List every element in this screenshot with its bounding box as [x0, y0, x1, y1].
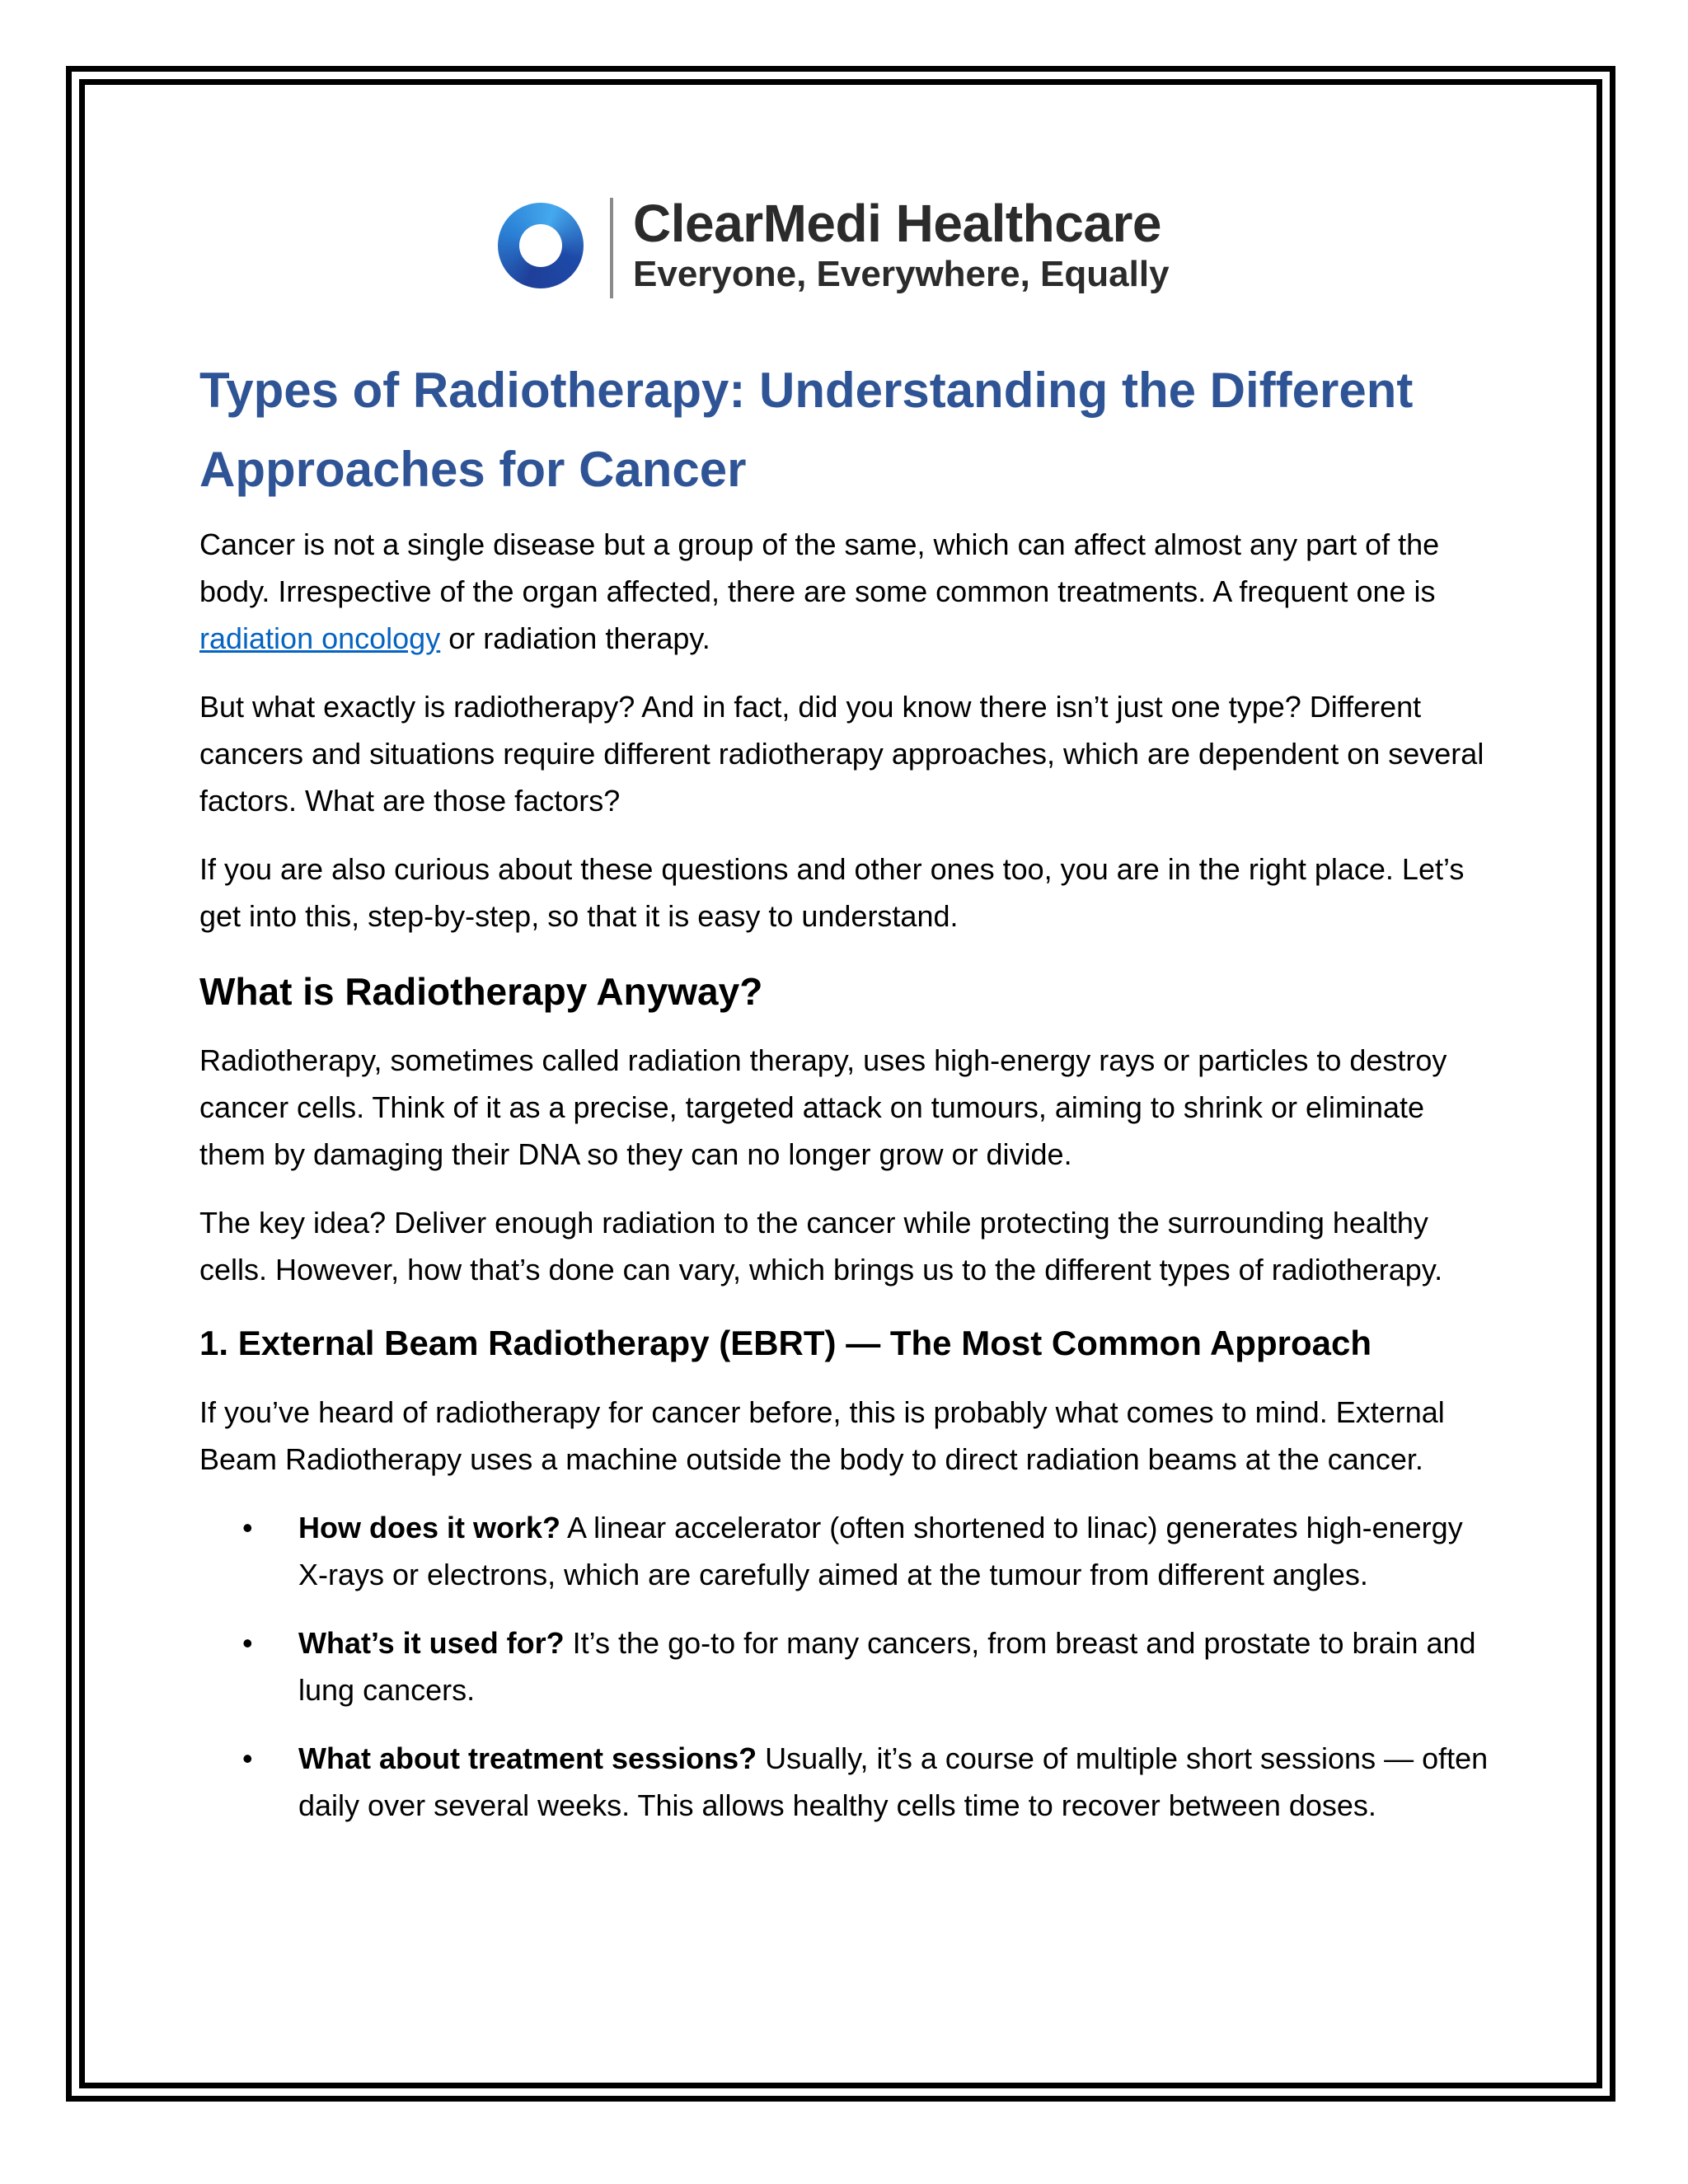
bullet-icon: •: [242, 1626, 253, 1660]
brand-tagline: Everyone, Everywhere, Equally: [633, 254, 1170, 294]
radiation-oncology-link[interactable]: radiation oncology: [199, 621, 441, 655]
list-item-label: What’s it used for?: [298, 1626, 565, 1660]
list-item-text: Usually, it’s a course of multiple short sessions — often daily over several weeks. This allows healthy cells time to recover between doses.: [298, 1741, 1489, 1822]
intro-p1-text-after: or radiation therapy.: [440, 621, 710, 655]
section1-paragraph-1: Radiotherapy, sometimes called radiation therapy, uses high-energy rays or particles to destroy cancer cells. Think of it as a precise, targeted attack on tumours, aiming to shrink or eliminate them by damaging their DNA so they can no longer grow or divide.: [199, 1043, 1447, 1171]
article-body: [199, 351, 1493, 1850]
list-item: [199, 1504, 1493, 1598]
logo-ring-icon: [498, 203, 584, 288]
ebrt-bullet-list: [199, 1504, 1493, 1829]
list-item: [199, 1735, 1493, 1829]
section1-paragraph-2: The key idea? Deliver enough radiation to the cancer while protecting the surrounding healthy cells. However, how that’s done can vary, which brings us to the different types of radiotherapy.: [199, 1206, 1443, 1286]
brand-name: ClearMedi Healthcare: [633, 194, 1161, 253]
list-item: [199, 1619, 1493, 1713]
brand-logo: [495, 194, 1203, 305]
list-item-text: A linear accelerator (often shortened to linac) generates high-energy X-rays or electrons, which are carefully aimed at the tumour from different angles.: [298, 1511, 1463, 1591]
intro-paragraph-2: But what exactly is radiotherapy? And in fact, did you know there isn’t just one type? Different cancers and situations require different radiotherapy approaches, which are dependent on several factors. What are those factors?: [199, 690, 1484, 818]
section-heading-ebrt: 1. External Beam Radiotherapy (EBRT) — The Most Common Approach: [199, 1324, 1372, 1362]
bullet-icon: •: [242, 1741, 253, 1775]
intro-p1-text-before: Cancer is not a single disease but a group of the same, which can affect almost any part of the body. Irrespective of the organ affected, there are some common treatments. A frequent one is: [199, 527, 1440, 608]
intro-paragraph-3: If you are also curious about these questions and other ones too, you are in the right place. Let’s get into this, step-by-step, so that it is easy to understand.: [199, 852, 1465, 933]
list-item-label: What about treatment sessions?: [298, 1741, 757, 1775]
article-title: Types of Radiotherapy: Understanding the Different Approaches for Cancer: [199, 363, 1414, 497]
list-item-text: It’s the go-to for many cancers, from breast and prostate to brain and lung cancers.: [298, 1626, 1476, 1707]
list-item-label: How does it work?: [298, 1511, 561, 1544]
intro-paragraph-1: [199, 521, 1493, 662]
section-heading-what-is-radiotherapy: What is Radiotherapy Anyway?: [199, 970, 763, 1013]
bullet-icon: •: [242, 1511, 253, 1544]
section2-paragraph-1: If you’ve heard of radiotherapy for cancer before, this is probably what comes to mind. External Beam Radiotherapy uses a machine outside the body to direct radiation beams at the cancer.: [199, 1395, 1445, 1476]
logo-divider: [610, 198, 613, 298]
